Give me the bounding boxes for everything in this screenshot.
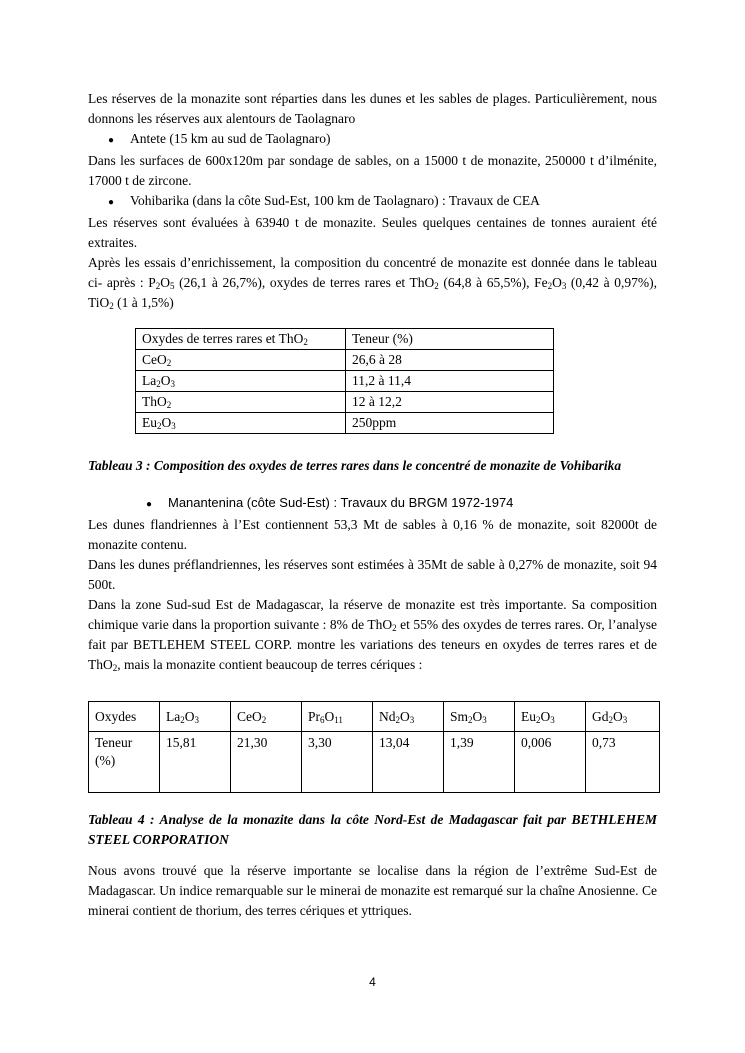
table-header-cell: Teneur (%) [346,329,554,350]
analysis-table [88,701,660,793]
composition-table [135,328,554,434]
list-item-text: Vohibarika (dans la côte Sud-Est, 100 km de Taolagnaro) : Travaux de CEA [130,193,540,208]
table-row [136,350,554,371]
table-caption: Tableau 3 : Composition des oxydes de terres rares dans le concentré de monazite de Vohibarika [88,458,622,473]
paragraph: Les réserves sont évaluées à 63940 t de monazite. Seules quelques centaines de tonnes auraient été extraites. [88,215,657,250]
table-header-cell: $Eu_2O_3$ [515,702,586,732]
list-item-text: Antete (15 km au sud de Taolagnaro) [130,131,331,146]
table-row [136,392,554,413]
table-header-row [136,329,554,350]
paragraph: Après les essais d’enrichissement, la composition du concentré de monazite est donnée dans le tableau ci- après : $P_2O_5$ (26,1 à 26,7%), oxydes de terres rares et ThO$_2$ (64,8 à 65,5%), $Fe_2O_3$ (0,42 à 0,97%), TiO$_2$ (1 à 1,5%) [88,255,657,311]
table-header-cell: $Sm_2O_3$ [444,702,515,732]
table-row [136,413,554,434]
bullet-icon: ● [108,197,115,208]
list-item [88,129,657,151]
paragraph: Dans les surfaces de 600x120m par sondage de sables, on a 15000 t de monazite, 250000 t d’ilménite, 17000 t de zircone. [88,153,657,188]
table-cell: 15,81 [160,732,231,793]
table-cell: $Eu_2O_3$ [136,413,346,434]
table-cell: 11,2 à 11,4 [346,371,554,392]
table-cell: ThO$_2$ [136,392,346,413]
table-cell: 12 à 12,2 [346,392,554,413]
list-item [88,493,657,515]
table-cell: 26,6 à 28 [346,350,554,371]
table-cell: 3,30 [302,732,373,793]
table-row [89,732,660,793]
manantenina-section [88,493,657,675]
table-header-cell: $La_2O_3$ [160,702,231,732]
paragraph: Les dunes flandriennes à l’Est contiennent 53,3 Mt de sables à 0,16 % de monazite, soit 82000t de monazite contenu. [88,517,657,552]
paragraph: Dans la zone Sud-sud Est de Madagascar, la réserve de monazite est très importante. Sa composition chimique varie dans la proportion suivante : 8% de ThO$_2$ et 55% des oxydes de terres rares. Or, l’analyse fait par BETLEHEM STEEL CORP. montre les variations des teneurs en oxydes de terres rares et de ThO$_2$, mais la monazite contient beaucoup de terres cériques : [88,597,657,673]
paragraph: Les réserves de la monazite sont réparties dans les dunes et les sables de plages. Particulièrement, nous donnons les réserves aux alentours de Taolagnaro [88,91,657,126]
paragraph: Dans les dunes préflandriennes, les réserves sont estimées à 35Mt de sable à 0,27% de monazite, soit 94 500t. [88,557,657,592]
table-header-cell: $Gd_2O_3$ [586,702,660,732]
table-header-cell: CeO$_2$ [231,702,302,732]
table-cell: Teneur (%) [89,732,160,793]
table-header-cell: $Nd_2O_3$ [373,702,444,732]
list-item-text: Manantenina (côte Sud-Est) : Travaux du BRGM 1972-1974 [168,495,514,510]
conclusion-paragraph: Nous avons trouvé que la réserve importante se localise dans la région de l’extrême Sud-Est de Madagascar. Un indice remarquable sur le minerai de monazite est remarqué sur la chaîne Anosienne. Ce minerai contient de thorium, des terres cériques et yttriques. [88,863,657,918]
table-cell: 1,39 [444,732,515,793]
table-cell: 13,04 [373,732,444,793]
table-row [136,371,554,392]
table-header-cell: Oxydes [89,702,160,732]
table-cell: 21,30 [231,732,302,793]
table-cell: 0,73 [586,732,660,793]
bullet-icon: ● [108,135,115,146]
table-cell: 250ppm [346,413,554,434]
intro-section [88,89,657,313]
page-number: 4 [369,975,376,989]
table-header-cell: Oxydes de terres rares et ThO$_2$ [136,329,346,350]
bullet-icon: ● [146,499,153,510]
table-cell: $La_2O_3$ [136,371,346,392]
list-item [88,191,657,213]
table-header-row [89,702,660,732]
table-caption: Tableau 4 : Analyse de la monazite dans la côte Nord-Est de Madagascar fait par BETHLEHEM STEEL CORPORATION [88,812,657,847]
table-cell: CeO$_2$ [136,350,346,371]
table-header-cell: $Pr_6O_{11}$ [302,702,373,732]
table-cell: 0,006 [515,732,586,793]
